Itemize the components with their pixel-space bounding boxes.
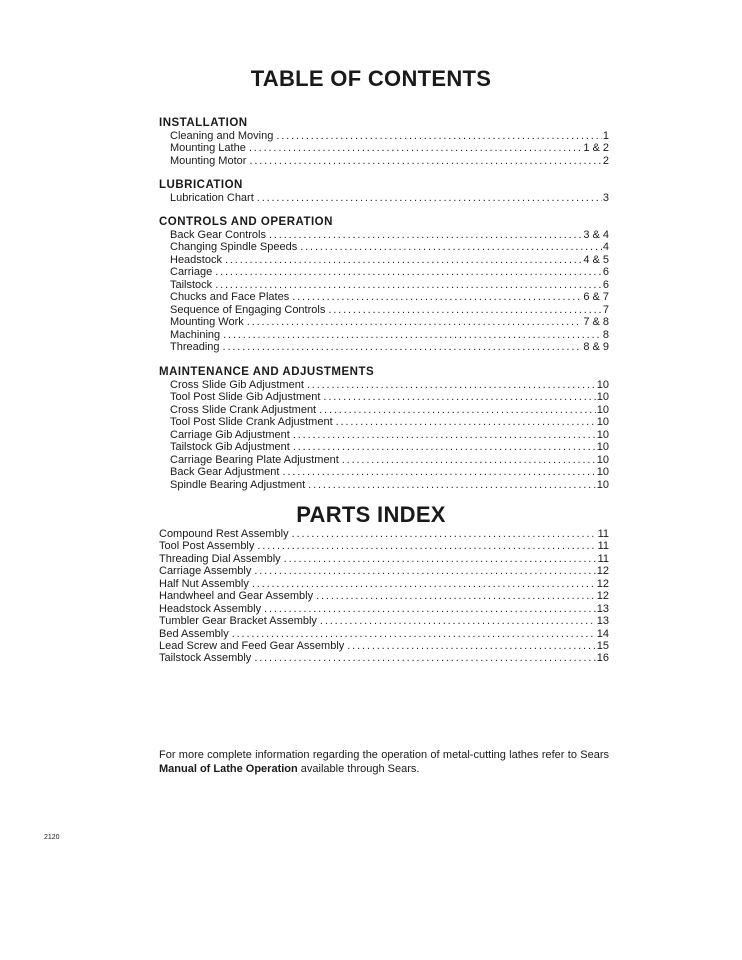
toc-entry[interactable] <box>159 603 609 615</box>
section-controls-and-operation <box>159 216 609 353</box>
entry-label: Tool Post Slide Gib Adjustment <box>170 391 321 404</box>
dot-leader <box>328 304 602 316</box>
dot-leader <box>323 391 595 403</box>
section-heading: CONTROLS AND OPERATION <box>159 216 333 228</box>
dot-leader <box>257 540 596 552</box>
dot-leader <box>292 528 597 540</box>
entry-page: 11 <box>597 540 609 553</box>
toc-entry[interactable] <box>159 379 609 391</box>
entry-page: 10 <box>596 391 609 404</box>
toc-entry[interactable] <box>159 304 609 316</box>
toc-entry[interactable] <box>159 316 609 328</box>
entry-page: 10 <box>596 428 609 441</box>
entry-page: 10 <box>596 379 609 391</box>
section-lubrication <box>159 179 609 204</box>
dot-leader <box>252 578 596 590</box>
dot-leader <box>257 192 602 204</box>
entry-label: Threading <box>170 340 220 353</box>
dot-leader <box>320 615 596 627</box>
dot-leader <box>254 565 595 577</box>
toc-entry[interactable] <box>159 466 609 478</box>
entry-page: 4 <box>602 241 609 254</box>
entry-label: Carriage <box>170 266 213 279</box>
entry-page: 15 <box>596 639 609 652</box>
dot-leader <box>223 329 602 341</box>
entry-page: 10 <box>596 478 609 491</box>
section-heading: INSTALLATION <box>159 117 248 129</box>
entry-page: 6 & 7 <box>583 291 609 304</box>
dot-leader <box>342 454 596 466</box>
dot-leader <box>319 404 596 416</box>
entry-page: 11 <box>597 552 609 565</box>
dot-leader <box>347 640 595 652</box>
toc-entry[interactable] <box>159 441 609 453</box>
entry-label: Cross Slide Crank Adjustment <box>170 403 317 416</box>
entry-label: Carriage Gib Adjustment <box>170 428 290 441</box>
toc-entry[interactable] <box>159 130 609 142</box>
entry-page: 10 <box>596 453 609 466</box>
entry-label: Lead Screw and Feed Gear Assembly <box>159 639 345 652</box>
toc-entry[interactable] <box>159 590 609 602</box>
entry-label: Tool Post Slide Crank Adjustment <box>170 416 333 429</box>
entry-label: Changing Spindle Speeds <box>170 241 298 254</box>
entry-page: 7 <box>602 303 609 316</box>
entry-page: 8 & 9 <box>583 340 609 353</box>
entry-page: 6 <box>602 266 609 279</box>
entry-label: Tailstock <box>170 278 213 291</box>
section-maintenance-and-adjustments <box>159 366 609 491</box>
toc-entry[interactable] <box>159 155 609 167</box>
entry-label: Headstock Assembly <box>159 602 262 615</box>
dot-leader <box>247 316 583 328</box>
toc-entry[interactable] <box>159 416 609 428</box>
toc-entry[interactable] <box>159 540 609 552</box>
dot-leader <box>307 379 596 391</box>
entry-label: Back Gear Controls <box>170 229 266 241</box>
toc-entry[interactable] <box>159 479 609 491</box>
entry-page: 1 & 2 <box>583 142 609 155</box>
dot-leader <box>269 229 582 241</box>
entry-label: Machining <box>170 328 221 341</box>
entry-page: 8 <box>602 328 609 341</box>
entry-label: Back Gear Adjustment <box>170 466 280 479</box>
toc-entry[interactable] <box>159 553 609 565</box>
entry-page: 4 & 5 <box>583 253 609 266</box>
dot-leader <box>215 279 602 291</box>
toc-entry[interactable] <box>159 279 609 291</box>
entry-label: Chucks and Face Plates <box>170 291 290 304</box>
section-heading: MAINTENANCE AND ADJUSTMENTS <box>159 366 375 378</box>
toc-entry[interactable] <box>159 628 609 640</box>
toc-entry[interactable] <box>159 652 609 664</box>
entry-page: 1 <box>602 130 609 142</box>
toc-entry[interactable] <box>159 291 609 303</box>
toc-entry[interactable] <box>159 192 609 204</box>
entry-label: Cross Slide Gib Adjustment <box>170 379 304 391</box>
entry-label: Tumbler Gear Bracket Assembly <box>159 615 317 628</box>
entry-page: 13 <box>596 615 609 628</box>
entry-label: Carriage Bearing Plate Adjustment <box>170 453 339 466</box>
dot-leader <box>249 155 601 167</box>
entry-page: 12 <box>596 590 609 603</box>
entry-label: Mounting Work <box>170 316 244 329</box>
page-code: 2120 <box>44 834 60 841</box>
toc-entry[interactable] <box>159 266 609 278</box>
dot-leader <box>223 341 583 353</box>
entry-page: 16 <box>596 652 609 665</box>
footer-text-end: available through Sears. <box>297 762 420 775</box>
dot-leader <box>292 291 582 303</box>
entry-label: Handwheel and Gear Assembly <box>159 590 314 603</box>
dot-leader <box>300 241 602 253</box>
entry-label: Mounting Lathe <box>170 142 246 155</box>
toc-title: TABLE OF CONTENTS <box>250 66 492 91</box>
toc-entry[interactable] <box>159 528 609 540</box>
dot-leader <box>282 466 595 478</box>
toc-entry[interactable] <box>159 329 609 341</box>
parts-index-title: PARTS INDEX <box>296 502 446 527</box>
manual-title: Manual of Lathe Operation <box>159 762 298 775</box>
toc-entry[interactable] <box>159 341 609 353</box>
dot-leader <box>308 479 596 491</box>
parts-index-list <box>159 528 609 665</box>
dot-leader <box>293 429 596 441</box>
toc-entry[interactable] <box>159 241 609 253</box>
dot-leader <box>225 254 582 266</box>
entry-label: Headstock <box>170 253 222 266</box>
dot-leader <box>293 441 596 453</box>
dot-leader <box>254 652 595 664</box>
entry-label: Compound Rest Assembly <box>159 528 289 540</box>
dot-leader <box>284 553 597 565</box>
entry-label: Half Nut Assembly <box>159 577 249 590</box>
entry-label: Tailstock Gib Adjustment <box>170 441 290 454</box>
toc-entry[interactable] <box>159 229 609 241</box>
entry-page: 3 <box>602 192 609 204</box>
entry-page: 10 <box>596 441 609 454</box>
footer-text: For more complete information regarding the operation of metal-cutting lathes refer to Sears <box>159 749 609 761</box>
entry-page: 7 & 8 <box>583 316 609 329</box>
section-installation <box>159 117 609 167</box>
entry-page: 2 <box>602 154 609 167</box>
toc-entry[interactable] <box>159 454 609 466</box>
entry-page: 10 <box>596 403 609 416</box>
entry-page: 12 <box>596 577 609 590</box>
entry-label: Mounting Motor <box>170 154 247 167</box>
toc-entry[interactable] <box>159 565 609 577</box>
dot-leader <box>215 266 602 278</box>
entry-label: Sequence of Engaging Controls <box>170 303 326 316</box>
dot-leader <box>232 628 596 640</box>
entry-label: Tool Post Assembly <box>159 540 255 553</box>
entry-label: Lubrication Chart <box>170 192 254 204</box>
dot-leader <box>264 603 596 615</box>
toc-entry[interactable] <box>159 578 609 590</box>
entry-label: Bed Assembly <box>159 627 229 640</box>
entry-page: 12 <box>596 565 609 578</box>
entry-label: Tailstock Assembly <box>159 652 252 665</box>
entry-label: Cleaning and Moving <box>170 130 274 142</box>
entry-label: Spindle Bearing Adjustment <box>170 478 306 491</box>
toc-entry[interactable] <box>159 254 609 266</box>
entry-label: Threading Dial Assembly <box>159 552 281 565</box>
toc-entry[interactable] <box>159 429 609 441</box>
entry-page: 13 <box>596 602 609 615</box>
entry-page: 3 & 4 <box>583 229 609 241</box>
section-heading: LUBRICATION <box>159 179 243 191</box>
dot-leader <box>249 142 582 154</box>
entry-page: 11 <box>597 528 609 540</box>
toc-entry[interactable] <box>159 615 609 627</box>
toc-entry[interactable] <box>159 391 609 403</box>
toc-entry[interactable] <box>159 142 609 154</box>
dot-leader <box>276 130 602 142</box>
toc-entry[interactable] <box>159 404 609 416</box>
toc-entry[interactable] <box>159 640 609 652</box>
entry-label: Carriage Assembly <box>159 565 252 578</box>
dot-leader <box>336 416 596 428</box>
entry-page: 14 <box>596 627 609 640</box>
dot-leader <box>316 590 596 602</box>
entry-page: 6 <box>602 278 609 291</box>
entry-page: 10 <box>596 416 609 429</box>
entry-page: 10 <box>596 466 609 479</box>
footer-note <box>159 749 609 776</box>
